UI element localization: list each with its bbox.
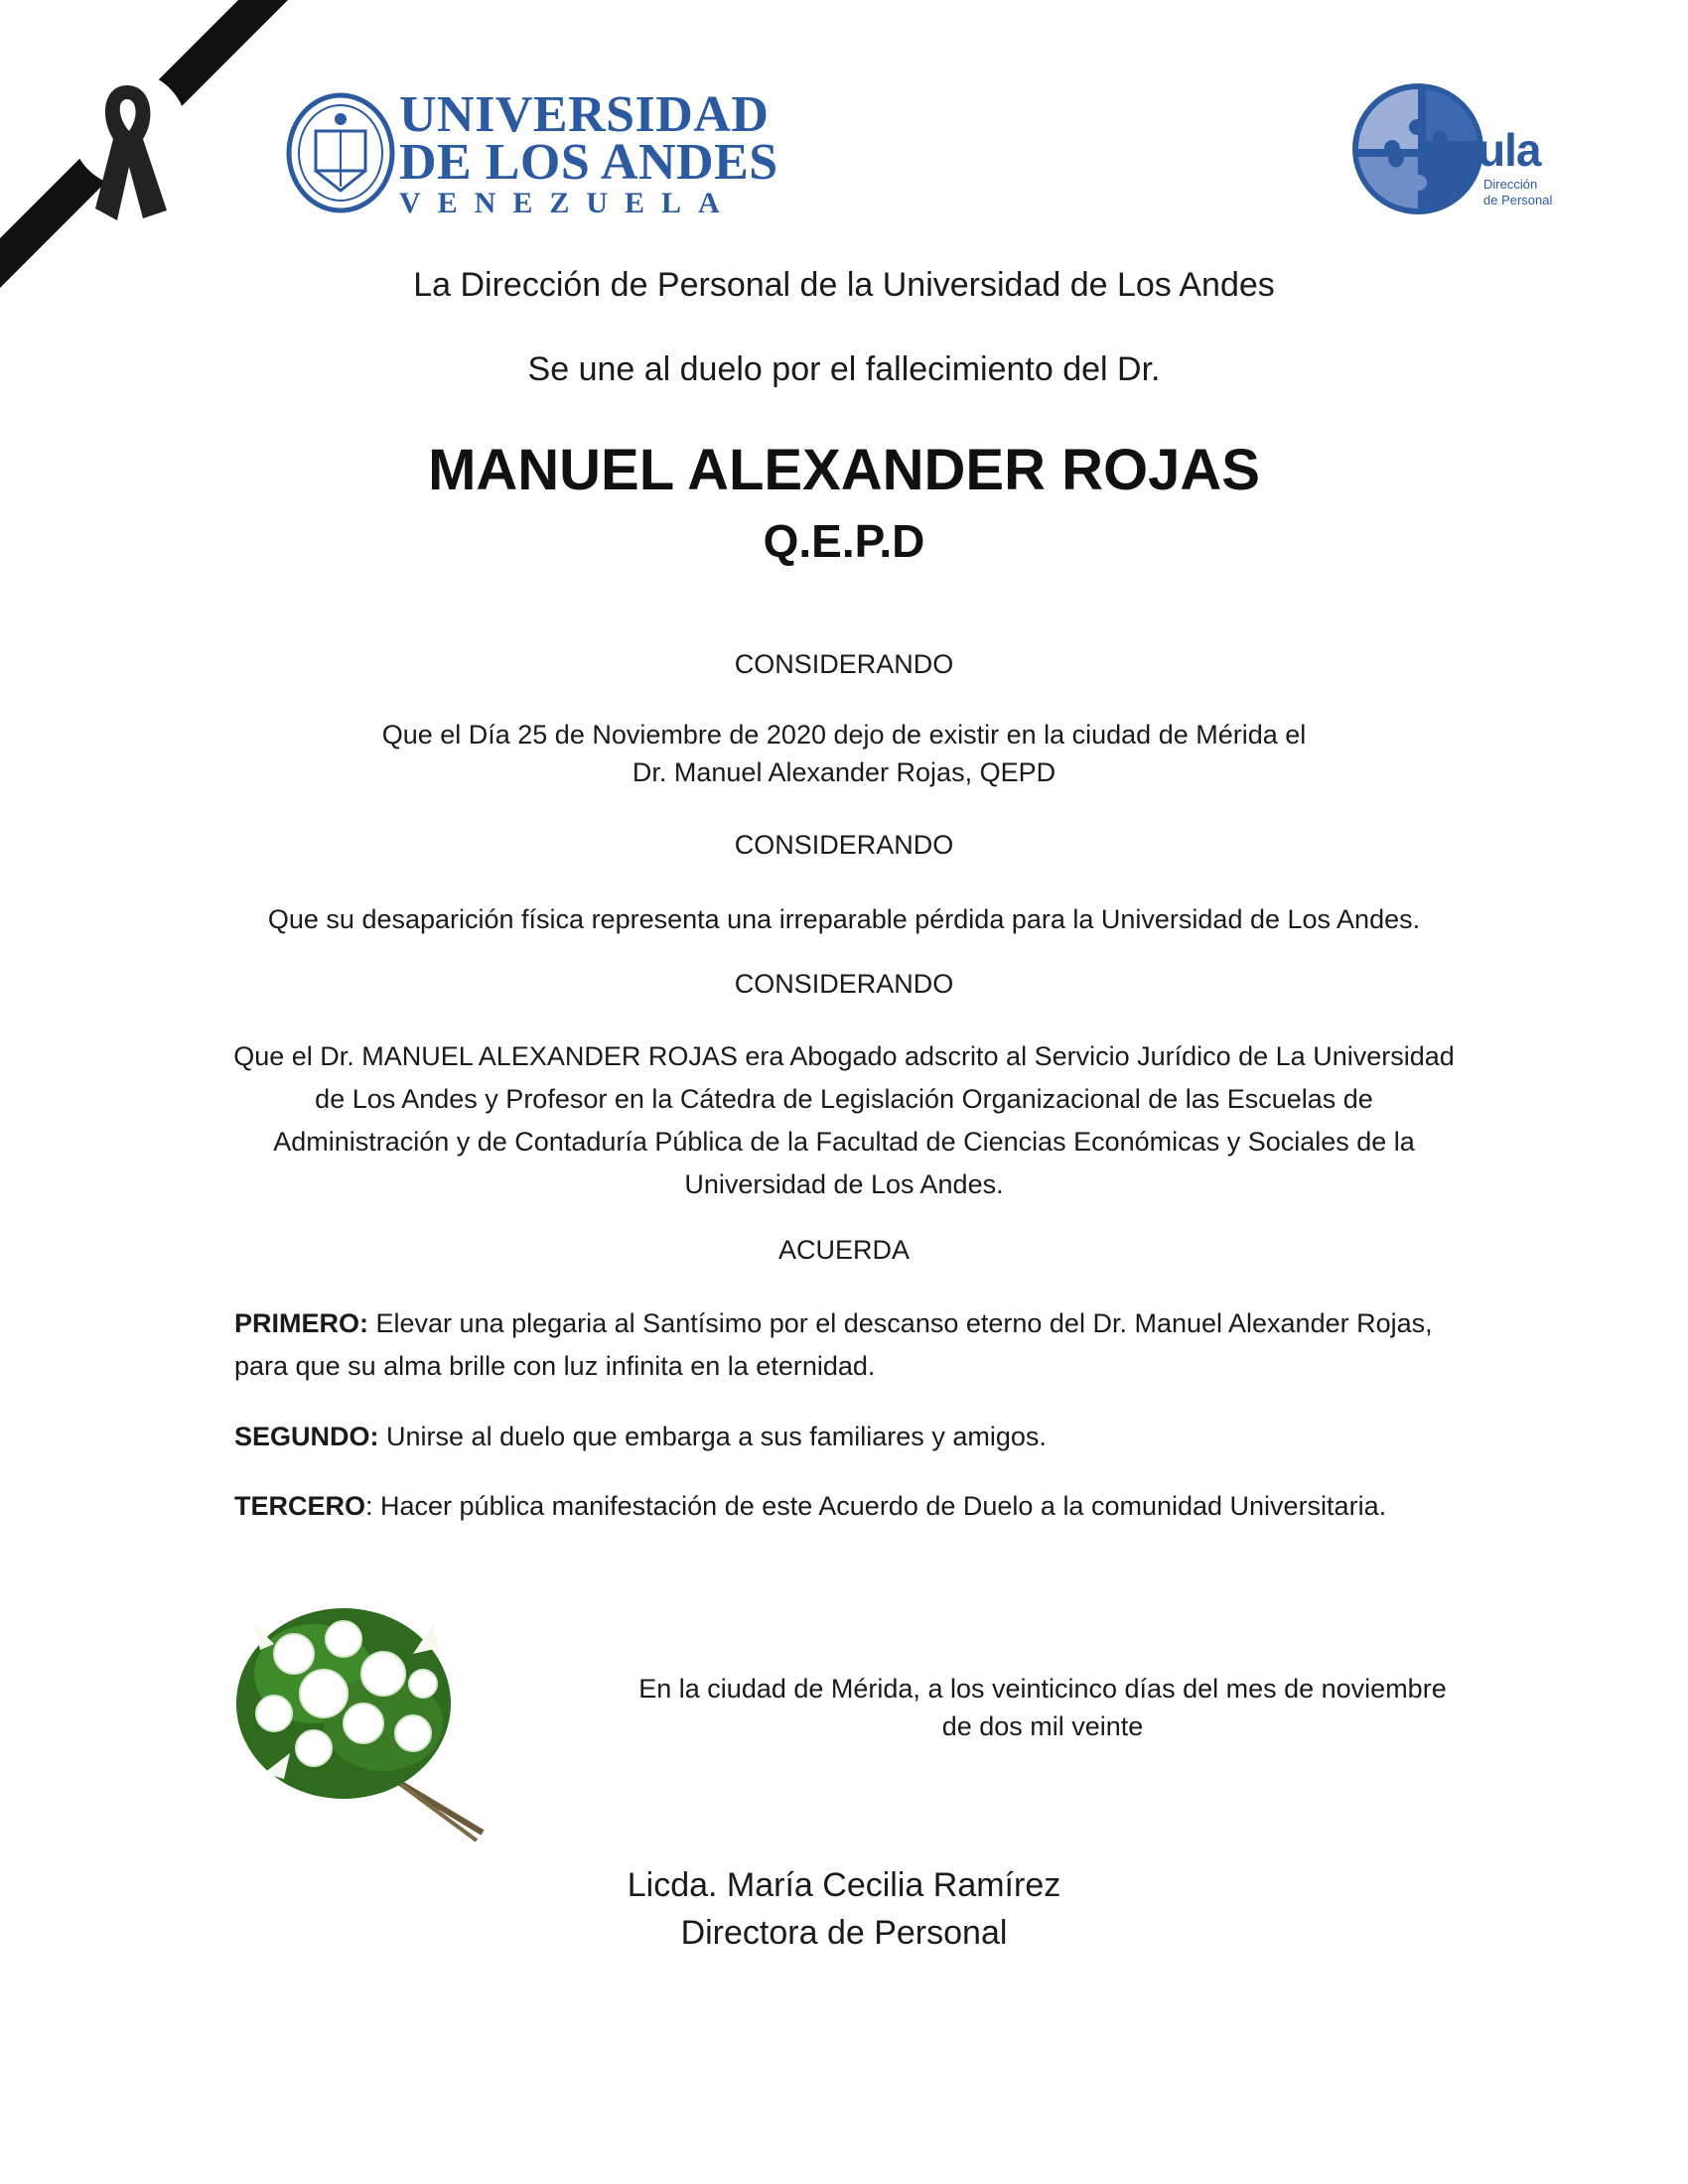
white-flower-bouquet-icon (234, 1584, 496, 1843)
ula-logo-line3: VENEZUELA (399, 187, 737, 219)
considerando-text-2: Que su desaparición física representa una irreparable pérdida para la Universidad de Los Andes. (267, 904, 1421, 934)
considerando-heading-2: CONSIDERANDO (734, 830, 954, 860)
acuerdo-segundo-text: Unirse al duelo que embarga a sus familiares y amigos. (386, 1422, 1047, 1451)
considerando-text-3-line-2: de Los Andes y Profesor en la Cátedra de Legislación Organizacional de las Escuelas de (315, 1084, 1373, 1114)
acuerdo-primero-line-1: Elevar una plegaria al Santísimo por el descanso eterno del Dr. Manuel Alexander Rojas, (375, 1308, 1433, 1338)
acuerdo-tercero (234, 1485, 1466, 1528)
acuerdo-tercero-label: TERCERO (234, 1491, 366, 1521)
acuerdo-primero (234, 1302, 1466, 1345)
acuerdo-segundo-label: SEGUNDO: (234, 1422, 379, 1451)
considerando-text-3-line-1: Que el Dr. MANUEL ALEXANDER ROJAS era Abogado adscrito al Servicio Jurídico de La Universidad (233, 1041, 1455, 1071)
date-line-2: de dos mil veinte (941, 1711, 1144, 1741)
acuerdo-segundo (234, 1416, 1466, 1458)
ula-logo-line1: UNIVERSIDAD (399, 86, 770, 143)
considerando-text-3-line-4: Universidad de Los Andes. (684, 1169, 1004, 1199)
intro-line-2: Se une al duelo por el fallecimiento del Dr. (527, 350, 1161, 388)
acuerdo-primero-label: PRIMERO: (234, 1308, 368, 1338)
dp-logo-subtitle-1: Dirección (1483, 177, 1538, 192)
dp-logo-subtitle-2: de Personal (1483, 193, 1553, 207)
considerando-text-1-line-1: Que el Día 25 de Noviembre de 2020 dejo de existir en la ciudad de Mérida el (381, 720, 1307, 750)
dp-logo-abbr: ula (1477, 124, 1541, 176)
considerando-text-3-line-3: Administración y de Contaduría Pública de la Facultad de Ciencias Económicas y Sociales de la (273, 1127, 1415, 1157)
university-logo (286, 86, 778, 226)
acuerdo-tercero-text: : Hacer pública manifestación de este Acuerdo de Duelo a la comunidad Universitaria. (365, 1491, 1387, 1521)
intro-line-1: La Dirección de Personal de la Universidad de Los Andes (413, 266, 1275, 304)
mourning-ribbon-icon (0, 0, 298, 298)
puzzle-circle-icon (1348, 79, 1487, 218)
deceased-name: MANUEL ALEXANDER ROJAS (428, 438, 1260, 502)
personnel-department-logo (1348, 79, 1567, 218)
qepd-label: Q.E.P.D (763, 515, 925, 567)
ula-logo-line2: DE LOS ANDES (399, 134, 778, 191)
considerando-text-1-line-2: Dr. Manuel Alexander Rojas, QEPD (632, 757, 1056, 787)
date-line-1: En la ciudad de Mérida, a los veinticinco días del mes de noviembre (638, 1674, 1447, 1704)
considerando-heading-1: CONSIDERANDO (734, 649, 954, 679)
acuerdo-primero-line-2: para que su alma brille con luz infinita en la eternidad. (234, 1351, 876, 1381)
considerando-heading-3: CONSIDERANDO (734, 969, 954, 999)
university-seal-icon (286, 91, 395, 214)
signatory-title: Directora de Personal (680, 1914, 1008, 1952)
acuerda-heading: ACUERDA (777, 1235, 911, 1265)
signatory-name: Licda. María Cecilia Ramírez (627, 1866, 1061, 1904)
